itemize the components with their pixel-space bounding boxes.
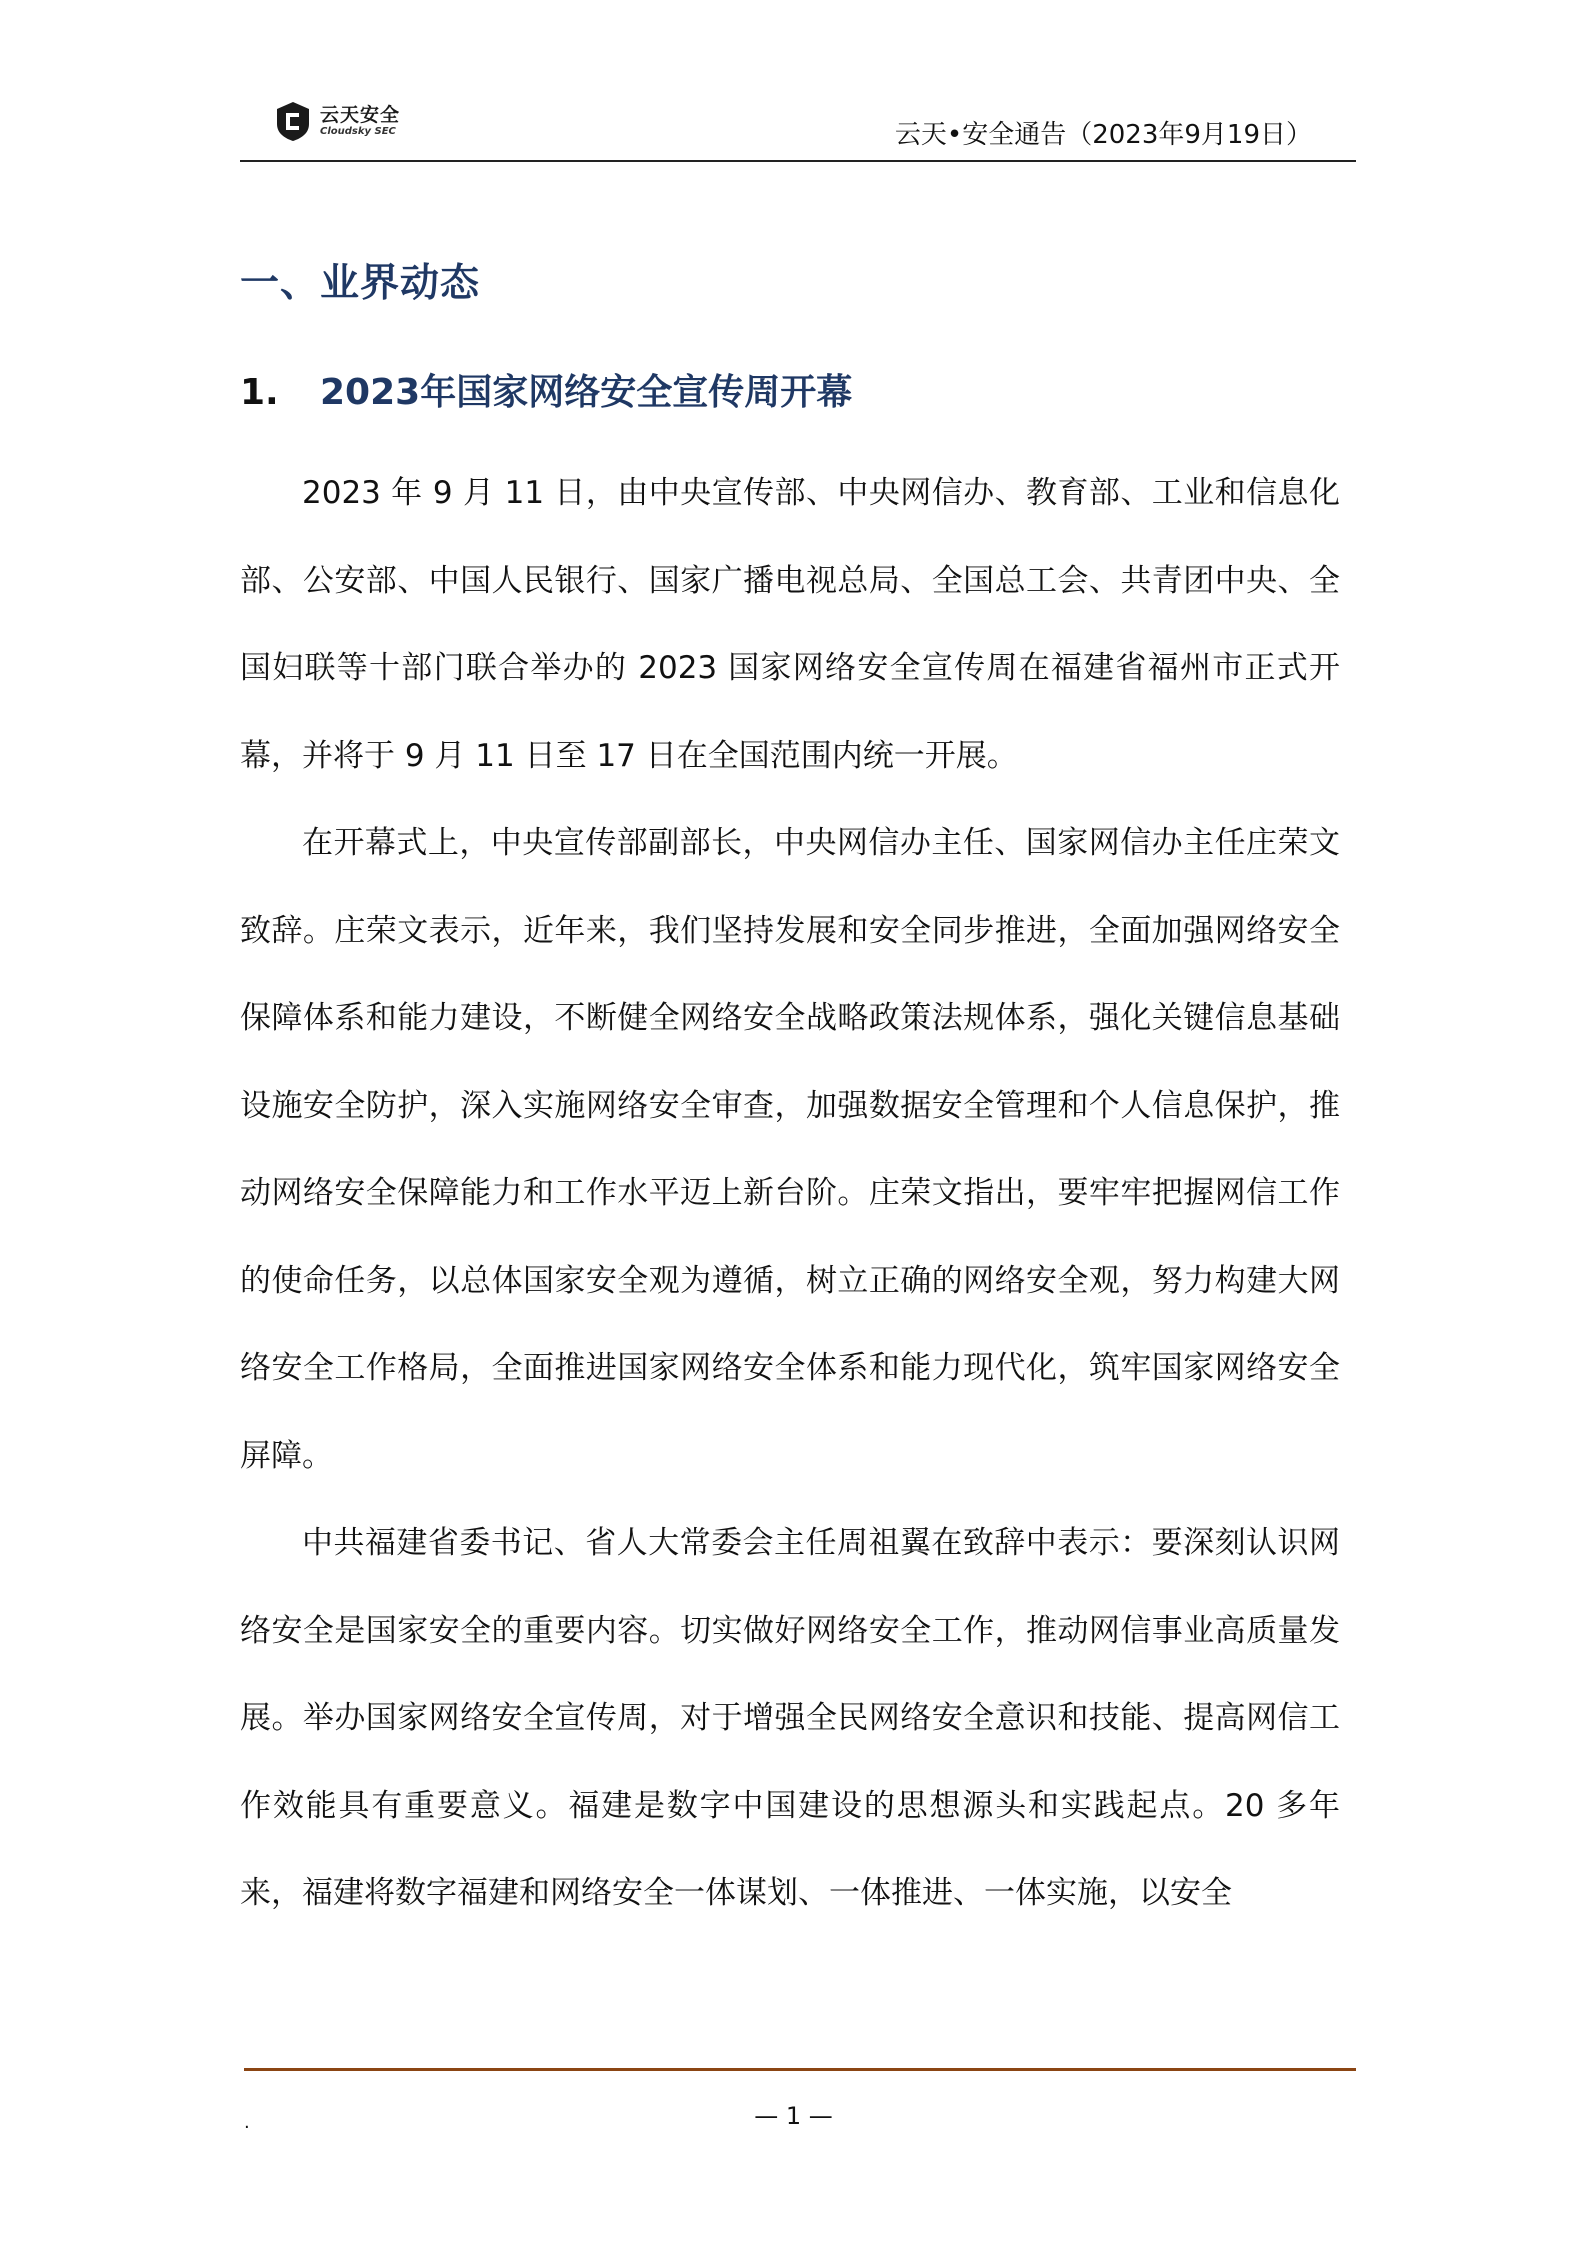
logo-text-cn: 云天安全 <box>320 104 401 126</box>
paragraph: 在开幕式上，中央宣传部副部长，中央网信办主任、国家网信办主任庄荣文致辞。庄荣文表示，近年来，我们坚持发展和安全同步推进，全面加强网络安全保障体系和能力建设，不断健全网络安全战略政策法规体系，强化关键信息基础设施安全防护，深入实施网络安全审查，加强数据安全管理和个人信息保护，推动网络安全保障能力和工作水平迈上新台阶。庄荣文指出，要牢牢把握网信工作的使命任务，以总体国家安全观为遵循，树立正确的网络安全观，努力构建大网络安全工作格局，全面推进国家网络安全体系和能力现代化，筑牢国家网络安全屏障。 <box>240 825 1340 1474</box>
footer-divider <box>244 2068 1356 2071</box>
article-body <box>240 450 1340 1938</box>
cloudsky-logo-icon <box>274 100 312 142</box>
article-number: 1. <box>240 372 279 413</box>
section-heading: 一、业界动态 <box>240 261 481 306</box>
company-logo <box>274 96 454 146</box>
footer-mark: . <box>244 2112 250 2133</box>
bulletin-title: 云天•安全通告（2023年9月19日） <box>894 120 1312 150</box>
logo-text-en: Cloudsky SEC <box>320 126 396 137</box>
article-title: 2023年国家网络安全宣传周开幕 <box>320 372 853 413</box>
page-number: — 1 — <box>754 2102 833 2130</box>
page-header <box>240 92 1356 162</box>
paragraph: 中共福建省委书记、省人大常委会主任周祖翼在致辞中表示：要深刻认识网络安全是国家安全的重要内容。切实做好网络安全工作，推动网信事业高质量发展。举办国家网络安全宣传周，对于增强全民网络安全意识和技能、提高网信工作效能具有重要意义。福建是数字中国建设的思想源头和实践起点。20 多年来，福建将数字福建和网络安全一体谋划、一体推进、一体实施，以安全 <box>240 1525 1340 1911</box>
paragraph: 2023 年 9 月 11 日，由中央宣传部、中央网信办、教育部、工业和信息化部、公安部、中国人民银行、国家广播电视总局、全国总工会、共青团中央、全国妇联等十部门联合举办的 2023 国家网络安全宣传周在福建省福州市正式开幕，并将于 9 月 11 日至 17 日在全国范围内统一开展。 <box>240 475 1340 774</box>
article-heading <box>240 364 852 415</box>
